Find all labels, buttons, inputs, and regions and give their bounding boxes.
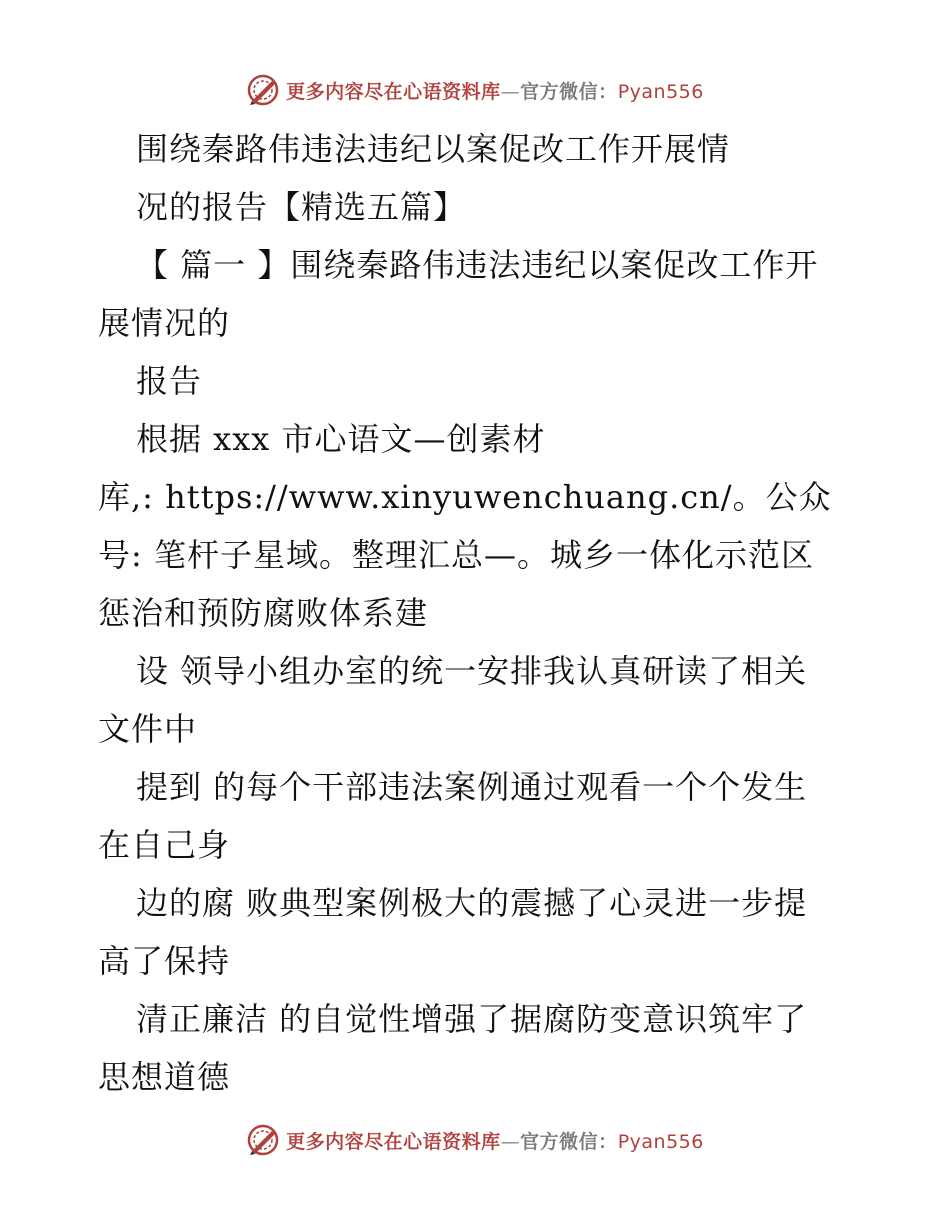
banner-official-label: 官方微信： [520, 1130, 618, 1153]
footer-banner [0, 1120, 950, 1160]
paragraph-line: 【 篇一 】围绕秦路伟违法违纪以案促改工作开 [136, 246, 819, 284]
banner-official-label: 官方微信： [520, 80, 618, 103]
paragraph-line: 思想道德 [98, 1058, 231, 1096]
document-body [98, 120, 878, 1106]
paragraph-line: 根据 xxx 市心语文—创素材 [136, 420, 546, 458]
banner-main-text: 更多内容尽在心语资料库 [286, 1130, 501, 1153]
paragraph-line: 在自己身 [98, 826, 231, 864]
banner-wechat-id: Pyan556 [617, 1130, 704, 1153]
banner-dash: — [500, 80, 521, 103]
document-title-line-2: 况的报告【精选五篇】 [136, 188, 467, 226]
paragraph-line: 提到 的每个干部违法案例通过观看一个个发生 [136, 768, 808, 806]
paragraph-line: 号: 笔杆子星域。整理汇总—。城乡一体化示范区 [98, 536, 814, 574]
paragraph-line: 库,: https://www.xinyuwenchuang.cn/。公众 [98, 478, 832, 516]
banner-dash: — [500, 1130, 521, 1153]
paragraph-line: 报告 [136, 362, 203, 400]
banner-text [286, 77, 704, 104]
paragraph-line: 清正廉洁 的自觉性增强了据腐防变意识筑牢了 [136, 1000, 808, 1038]
paragraph-line: 设 领导小组办室的统一安排我认真研读了相关 [136, 652, 808, 690]
paragraph-line: 文件中 [98, 710, 198, 748]
pen-logo-icon [246, 73, 280, 107]
paragraph-line: 展情况的 [98, 304, 231, 342]
header-banner [0, 70, 950, 110]
paragraph-line: 惩治和预防腐败体系建 [98, 594, 429, 632]
banner-main-text: 更多内容尽在心语资料库 [286, 80, 501, 103]
banner-wechat-id: Pyan556 [617, 80, 704, 103]
paragraph-line: 高了保持 [98, 942, 231, 980]
paragraph-line: 边的腐 败典型案例极大的震撼了心灵进一步提 [136, 884, 808, 922]
banner-text [286, 1127, 704, 1154]
document-title-line-1: 围绕秦路伟违法违纪以案促改工作开展情 [136, 130, 731, 168]
pen-logo-icon [246, 1123, 280, 1157]
